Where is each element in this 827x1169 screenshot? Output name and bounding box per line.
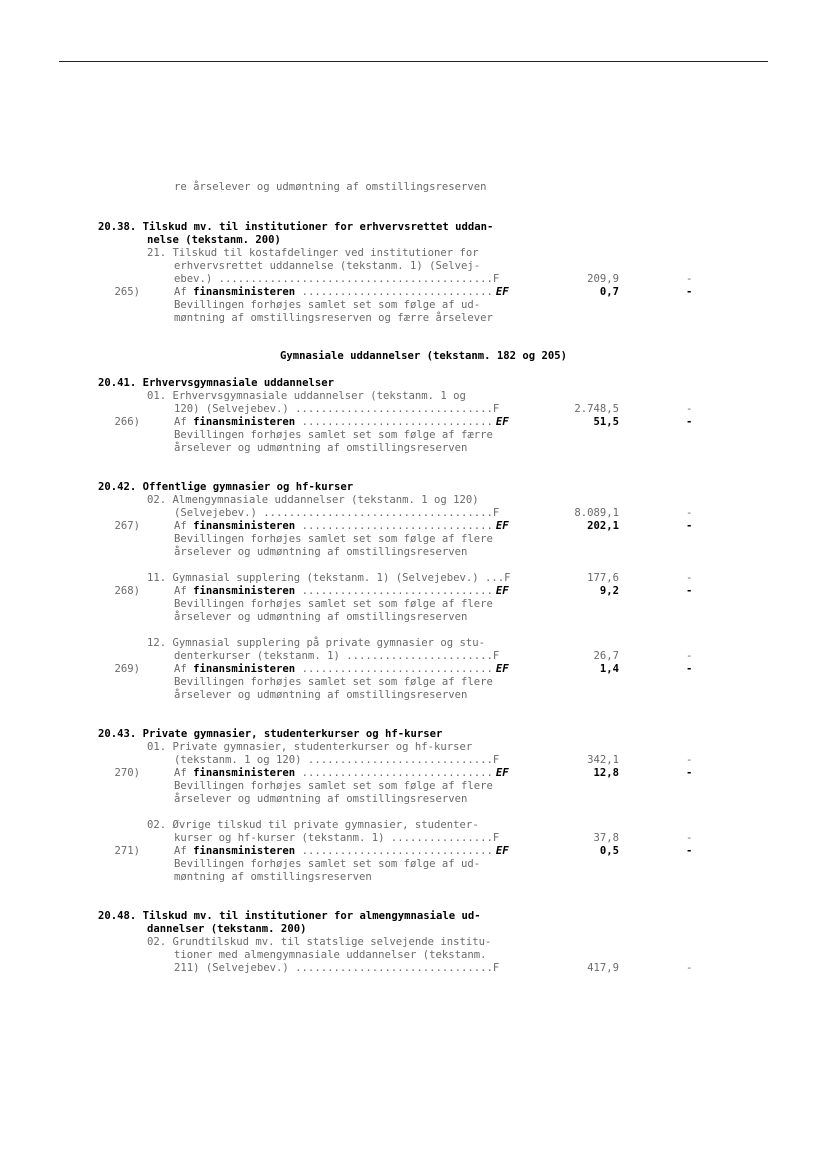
account-line: 21. Tilskud til kostafdelinger ved institutioner for [147, 247, 479, 259]
dash: - [686, 832, 693, 844]
explanation-line: møntning af omstillingsreserven [174, 871, 372, 883]
account-line-total: ebev.) ...........................................F [174, 273, 500, 285]
change-code: EF [495, 585, 509, 597]
group-heading: Gymnasiale uddannelser (tekstanm. 182 og 205) [279, 350, 567, 362]
explanation-line: Bevillingen forhøjes samlet set som følge af flere [174, 676, 493, 688]
explanation-line: årselever og udmøntning af omstillingsreserven [174, 793, 468, 805]
explanation-line: Bevillingen forhøjes samlet set som følge af ud- [174, 299, 481, 311]
dash: - [686, 507, 693, 519]
dash: - [686, 286, 693, 298]
account-line-total: (tekstanm. 1 og 120) .............................F [174, 754, 500, 766]
account-line-total: denterkurser (tekstanm. 1) .......................F [174, 650, 500, 662]
dash: - [686, 767, 693, 779]
finance-minister-text: finansministeren [193, 663, 296, 675]
section-heading-20-38-cont: nelse (tekstanm. 200) [147, 234, 281, 246]
account-line: 01. Private gymnasier, studenterkurser og hf-kurser [147, 741, 473, 753]
amount: 177,6 [587, 572, 619, 584]
note-label: 270) [114, 767, 140, 779]
explanation-line: årselever og udmøntning af omstillingsreserven [174, 546, 468, 558]
note-label: 268) [114, 585, 140, 597]
leader-dots: .............................. [295, 416, 493, 428]
dash: - [686, 403, 693, 415]
explanation-line: Bevillingen forhøjes samlet set som følge af flere [174, 598, 493, 610]
change-prefix: Af [174, 520, 194, 532]
explanation-line: Bevillingen forhøjes samlet set som følge af færre [174, 429, 493, 441]
change-line [174, 767, 509, 780]
amount: 417,9 [587, 962, 619, 974]
leader-dots: .............................. [295, 767, 493, 779]
explanation-line: Bevillingen forhøjes samlet set som følge af ud- [174, 858, 481, 870]
explanation-line: Bevillingen forhøjes samlet set som følge af flere [174, 533, 493, 545]
note-label: 267) [114, 520, 140, 532]
change-prefix: Af [174, 845, 194, 857]
dash: - [686, 962, 693, 974]
change-line [174, 663, 509, 676]
account-line-total: 11. Gymnasial supplering (tekstanm. 1) (Selvejebev.) ...F [147, 572, 511, 584]
change-line [174, 286, 509, 299]
leader-dots: .............................. [295, 845, 493, 857]
change-code: EF [495, 663, 509, 675]
finance-minister-text: finansministeren [193, 585, 296, 597]
note-label: 265) [114, 286, 140, 298]
change-prefix: Af [174, 286, 194, 298]
account-line: 12. Gymnasial supplering på private gymnasier og stu- [147, 637, 486, 649]
dash: - [686, 663, 693, 675]
explanation-line: årselever og udmøntning af omstillingsreserven [174, 442, 468, 454]
explanation-line: årselever og udmøntning af omstillingsreserven [174, 689, 468, 701]
account-line: tioner med almengymnasiale uddannelser (tekstanm. [174, 949, 487, 961]
dash: - [686, 416, 693, 428]
dash: - [686, 572, 693, 584]
explanation-line: årselever og udmøntning af omstillingsreserven [174, 611, 468, 623]
section-heading-20-43: 20.43. Private gymnasier, studenterkurser og hf-kurser [98, 728, 443, 740]
dash: - [686, 650, 693, 662]
section-heading-20-41: 20.41. Erhvervsgymnasiale uddannelser [98, 377, 334, 389]
section-heading-20-38: 20.38. Tilskud mv. til institutioner for erhvervsrettet uddan- [98, 221, 494, 233]
change-code: EF [495, 520, 509, 532]
amount: 8.089,1 [574, 507, 619, 519]
change-line [174, 416, 509, 429]
explanation-line: Bevillingen forhøjes samlet set som følge af flere [174, 780, 493, 792]
finance-minister-text: finansministeren [193, 286, 296, 298]
account-line: 02. Grundtilskud mv. til statslige selvejende institu- [147, 936, 492, 948]
amount: 342,1 [587, 754, 619, 766]
change-amount: 0,5 [599, 845, 619, 857]
account-line-total: 120) (Selvejebev.) ...............................F [174, 403, 500, 415]
note-label: 271) [114, 845, 140, 857]
finance-minister-text: finansministeren [193, 845, 296, 857]
amount: 37,8 [593, 832, 619, 844]
leader-dots: .............................. [295, 585, 493, 597]
change-line [174, 520, 509, 533]
change-amount: 202,1 [587, 520, 619, 532]
change-code: EF [495, 845, 509, 857]
note-label: 269) [114, 663, 140, 675]
section-heading-20-48-cont: dannelser (tekstanm. 200) [147, 923, 307, 935]
change-amount: 51,5 [593, 416, 619, 428]
amount: 2.748,5 [574, 403, 619, 415]
account-line: 02. Øvrige tilskud til private gymnasier, studenter- [147, 819, 479, 831]
change-line [174, 585, 509, 598]
amount: 26,7 [593, 650, 619, 662]
change-amount: 12,8 [593, 767, 619, 779]
change-amount: 9,2 [599, 585, 619, 597]
change-line [174, 845, 509, 858]
section-heading-20-42: 20.42. Offentlige gymnasier og hf-kurser [98, 481, 354, 493]
change-amount: 1,4 [599, 663, 619, 675]
account-line-total: kurser og hf-kurser (tekstanm. 1) ................F [174, 832, 500, 844]
continuation-text: re årselever og udmøntning af omstillingsreserven [174, 181, 487, 193]
dash: - [686, 585, 693, 597]
dash: - [686, 273, 693, 285]
dash: - [686, 845, 693, 857]
account-line: erhvervsrettet uddannelse (tekstanm. 1) (Selvej- [174, 260, 481, 272]
change-prefix: Af [174, 585, 194, 597]
header-rule [59, 61, 768, 62]
change-prefix: Af [174, 663, 194, 675]
change-code: EF [495, 416, 509, 428]
amount: 209,9 [587, 273, 619, 285]
account-line: 01. Erhvervsgymnasiale uddannelser (tekstanm. 1 og [147, 390, 466, 402]
change-prefix: Af [174, 767, 194, 779]
account-line-total: 211) (Selvejebev.) ...............................F [174, 962, 500, 974]
note-label: 266) [114, 416, 140, 428]
section-heading-20-48: 20.48. Tilskud mv. til institutioner for almengymnasiale ud- [98, 910, 481, 922]
leader-dots: .............................. [295, 663, 493, 675]
leader-dots: .............................. [295, 520, 493, 532]
finance-minister-text: finansministeren [193, 520, 296, 532]
finance-minister-text: finansministeren [193, 416, 296, 428]
change-amount: 0,7 [599, 286, 619, 298]
explanation-line: møntning af omstillingsreserven og færre årselever [174, 312, 493, 324]
change-code: EF [495, 767, 509, 779]
change-code: EF [495, 286, 509, 298]
account-line: 02. Almengymnasiale uddannelser (tekstanm. 1 og 120) [147, 494, 479, 506]
finance-minister-text: finansministeren [193, 767, 296, 779]
change-prefix: Af [174, 416, 194, 428]
leader-dots: .............................. [295, 286, 493, 298]
dash: - [686, 520, 693, 532]
dash: - [686, 754, 693, 766]
account-line-total: (Selvejebev.) ....................................F [174, 507, 500, 519]
